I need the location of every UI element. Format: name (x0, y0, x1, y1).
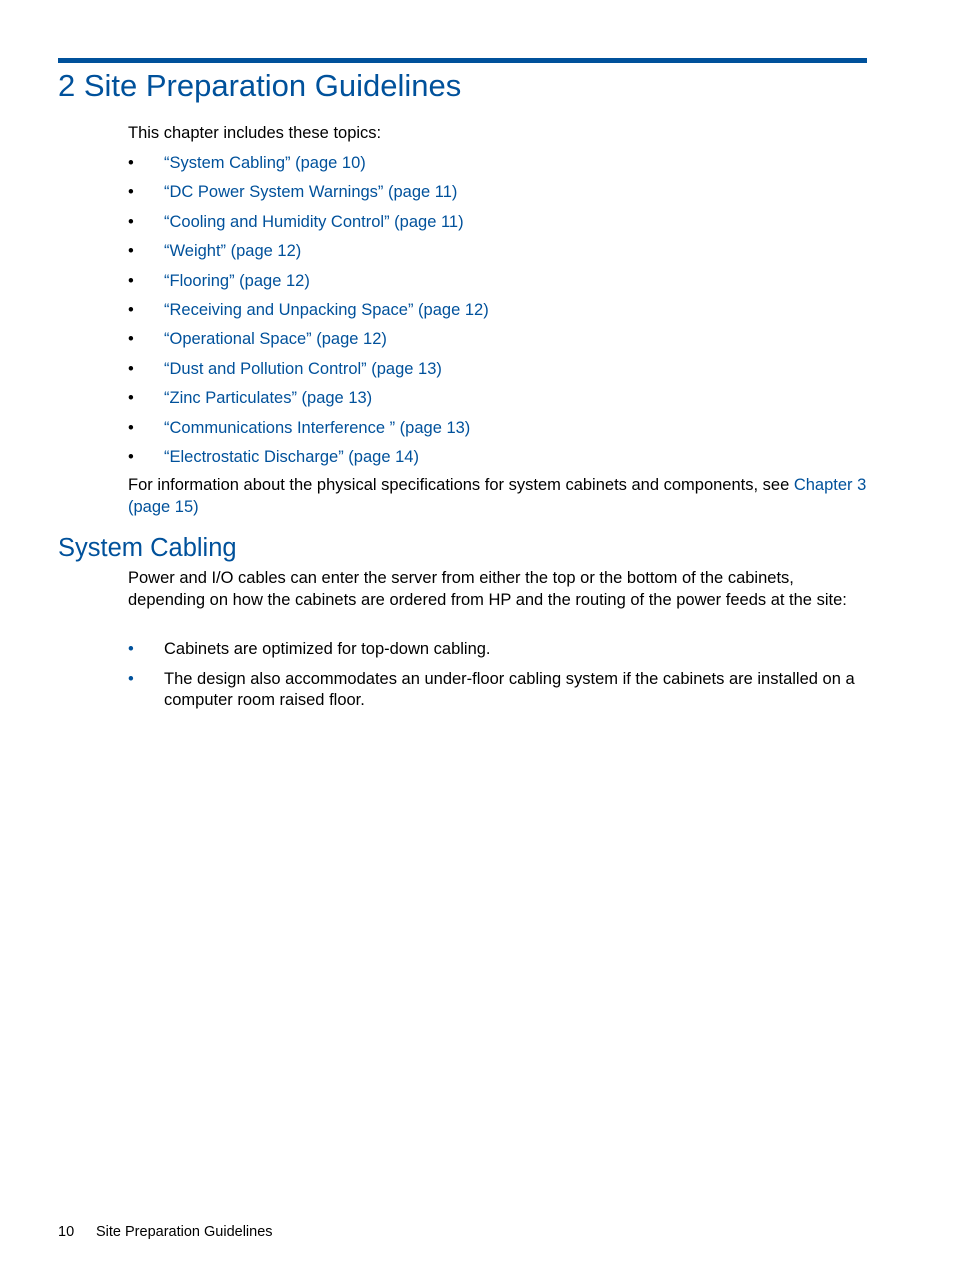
topic-link-communications-interference[interactable]: “Communications Interference ” (page 13) (164, 418, 471, 437)
topic-item (128, 152, 489, 181)
topic-item (128, 240, 489, 269)
topic-link-weight[interactable]: “Weight” (page 12) (164, 242, 302, 261)
bullet-icon: • (128, 300, 134, 319)
bullet-text: Cabinets are optimized for top-down cabling. (164, 640, 491, 658)
bullet-icon: • (128, 330, 134, 349)
chapter-top-rule (58, 58, 867, 63)
topic-link-flooring[interactable]: “Flooring” (page 12) (164, 271, 310, 290)
chapter-intro: This chapter includes these topics: (128, 124, 382, 142)
topic-link-cooling-humidity[interactable]: “Cooling and Humidity Control” (page 11) (164, 212, 464, 231)
topic-link-zinc-particulates[interactable]: “Zinc Particulates” (page 13) (164, 389, 373, 408)
bullet-icon: • (128, 183, 134, 202)
topic-link-system-cabling[interactable]: “System Cabling” (page 10) (164, 154, 366, 172)
topic-item (128, 358, 489, 387)
topic-item (128, 446, 489, 475)
running-title: Site Preparation Guidelines (96, 1224, 273, 1240)
info-paragraph (128, 475, 873, 518)
bullet-icon: • (128, 271, 134, 290)
bullet-icon: • (128, 389, 134, 408)
info-text: For information about the physical specifications for system cabinets and components, see (128, 476, 794, 494)
chapter-3-link[interactable]: Chapter 3 (page 15) (128, 476, 867, 516)
cabling-bullet-list (128, 639, 873, 720)
topic-item (128, 417, 489, 446)
topic-list (128, 152, 489, 475)
bullet-icon: • (128, 640, 134, 658)
topic-link-dc-power-warnings[interactable]: “DC Power System Warnings” (page 11) (164, 183, 458, 202)
topic-item (128, 181, 489, 210)
topic-link-electrostatic-discharge[interactable]: “Electrostatic Discharge” (page 14) (164, 447, 419, 466)
bullet-icon: • (128, 212, 134, 231)
bullet-icon: • (128, 359, 134, 378)
bullet-text: The design also accommodates an under-floor cabling system if the cabinets are installed on a computer room raised floor. (164, 669, 855, 709)
topic-item (128, 211, 489, 240)
page-number: 10 (58, 1224, 75, 1240)
topic-item (128, 299, 489, 328)
bullet-icon: • (128, 447, 134, 466)
topic-item (128, 387, 489, 416)
section-title: System Cabling (58, 534, 237, 562)
section-paragraph: Power and I/O cables can enter the server from either the top or the bottom of the cabinets, depending on how the cabinets are ordered from HP and the routing of the power feeds at the site: (128, 569, 847, 609)
chapter-title: 2 Site Preparation Guidelines (58, 68, 462, 103)
topic-link-dust-pollution[interactable]: “Dust and Pollution Control” (page 13) (164, 359, 442, 378)
topic-item (128, 270, 489, 299)
page-footer (58, 1222, 273, 1242)
bullet-icon: • (128, 669, 134, 688)
topic-link-receiving-unpacking[interactable]: “Receiving and Unpacking Space” (page 12) (164, 300, 489, 319)
bullet-icon: • (128, 418, 134, 437)
topic-item (128, 328, 489, 357)
bullet-icon: • (128, 242, 134, 261)
topic-link-operational-space[interactable]: “Operational Space” (page 12) (164, 330, 387, 349)
list-item (128, 669, 873, 712)
bullet-icon: • (128, 154, 134, 172)
list-item (128, 639, 873, 661)
